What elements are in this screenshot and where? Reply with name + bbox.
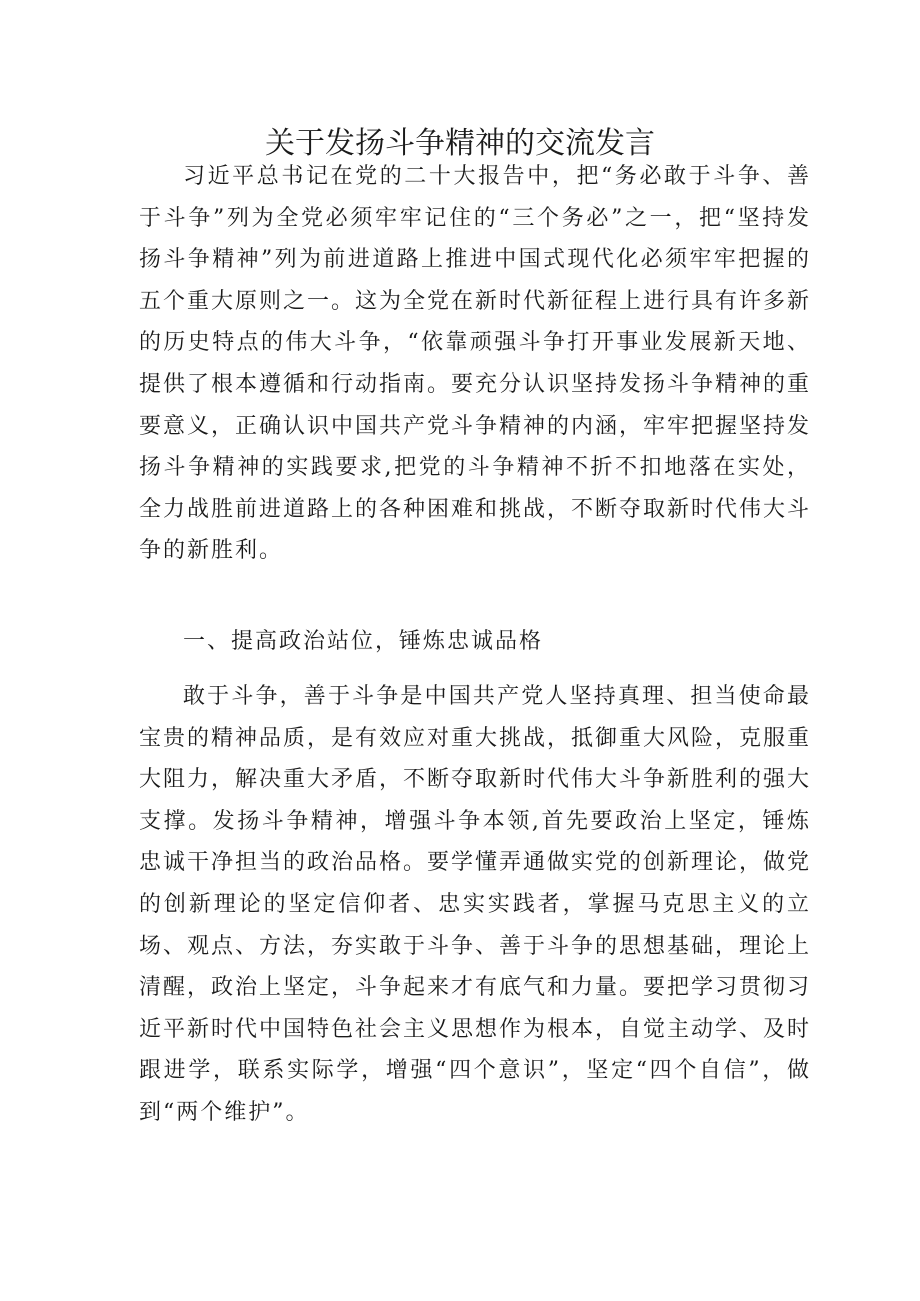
document-title: 关于发扬斗争精神的交流发言 bbox=[265, 126, 655, 161]
section-heading: 一、提高政治站位，锤炼忠诚品格 bbox=[183, 629, 544, 654]
body-paragraph-section-1: 敢于斗争，善于斗争是中国共产党人坚持真理、担当使命最宝贵的精神品质，是有效应对重大挑战，抵御重大风险，克服重大阻力，解决重大矛盾，不断夺取新时代伟大斗争新胜利的强大支撑。发扬斗争精神，增强斗争本领,首先要政治上坚定，锤炼忠诚干净担当的政治品格。要学懂弄通做实党的创新理论，做党的创新理论的坚定信仰者、忠实实践者，掌握马克思主义的立场、观点、方法，夯实敢于斗争、善于斗争的思想基础，理论上清醒，政治上坚定，斗争起来才有底气和力量。要把学习贯彻习近平新时代中国特色社会主义思想作为根本，自觉主动学、及时跟进学，联系实际学，增强“四个意识”，坚定“四个自信”，做到“两个维护”。 bbox=[139, 684, 812, 1125]
body-paragraph-intro: 习近平总书记在党的二十大报告中，把“务必敢于斗争、善于斗争”列为全党必须牢牢记住的“三个务必”之一，把“坚持发扬斗争精神”列为前进道路上推进中国式现代化必须牢牢把握的五个重大原则之一。这为全党在新时代新征程上进行具有许多新的历史特点的伟大斗争，“依靠顽强斗争打开事业发展新天地、提供了根本遵循和行动指南。要充分认识坚持发扬斗争精神的重要意义，正确认识中国共产党斗争精神的内涵，牢牢把握坚持发扬斗争精神的实践要求,把党的斗争精神不折不扣地落在实处，全力战胜前进道路上的各种困难和挑战，不断夺取新时代伟大斗争的新胜利。 bbox=[139, 164, 812, 564]
